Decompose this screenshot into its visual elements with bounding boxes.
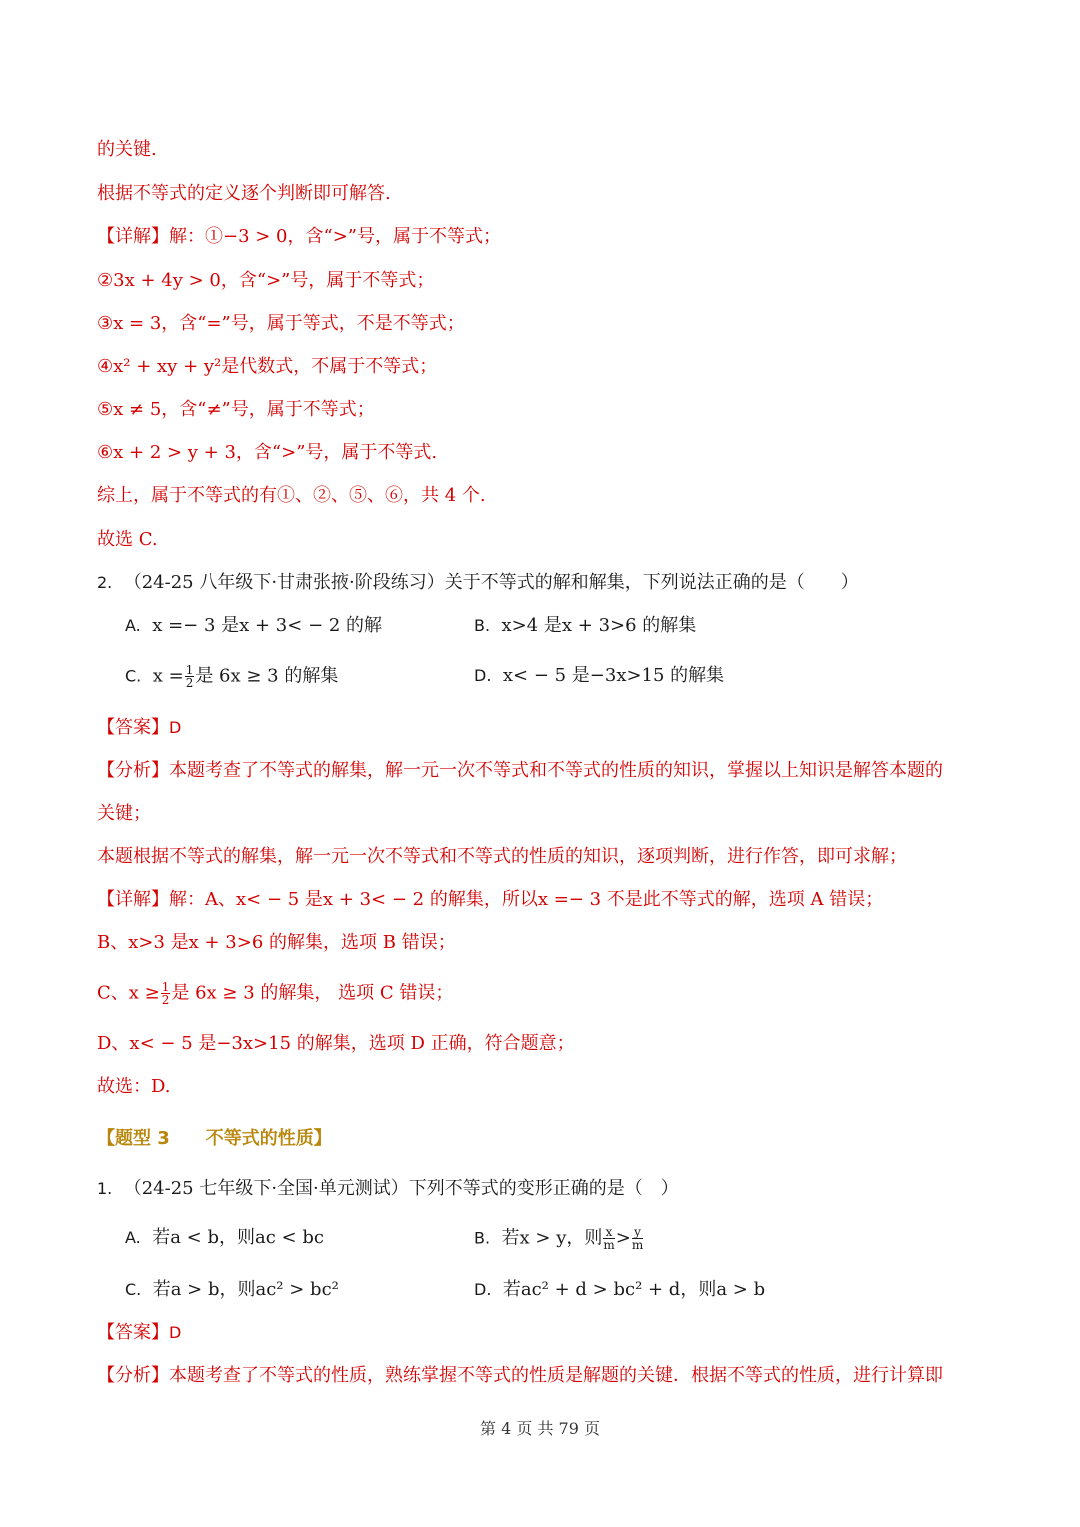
answer-line: 【答案】D bbox=[97, 717, 182, 738]
option-d: D. x< − 5 是−3x>15 的解集 bbox=[474, 665, 725, 686]
fraction: $\frac{y}{m}$ bbox=[631, 1225, 644, 1252]
detail-text: 解：①−3 > 0，含“>”号，属于不等式； bbox=[169, 226, 501, 247]
text-line: 综上，属于不等式的有①、②、⑤、⑥，共 4 个. bbox=[97, 485, 486, 506]
option-c: C. x = $\frac{1}{2}$ 是 6x ≥ 3 的解集 bbox=[125, 663, 339, 690]
question-number: 2. bbox=[97, 573, 113, 592]
detail-line bbox=[97, 225, 990, 249]
text-line: ③x = 3，含“=”号，属于等式，不是不等式； bbox=[97, 313, 465, 334]
detail-line: 【详解】解：A、x< − 5 是x + 3< − 2 的解集，所以x =− 3 不是此不等式的解，选项 A 错误； bbox=[97, 889, 884, 910]
option-a: A. x =− 3 是x + 3< − 2 的解 bbox=[125, 615, 383, 636]
option-d: D. 若ac² + d > bc² + d，则a > b bbox=[474, 1279, 766, 1300]
text-line: 根据不等式的定义逐个判断即可解答. bbox=[97, 183, 391, 204]
analysis-line: 【分析】本题考查了不等式的性质，熟练掌握不等式的性质是解题的关键．根据不等式的性质，进行计算即 bbox=[97, 1365, 943, 1386]
text-line: ②3x + 4y > 0，含“>”号，属于不等式； bbox=[97, 270, 435, 291]
text-line: D、x< − 5 是−3x>15 的解集，选项 D 正确，符合题意； bbox=[97, 1033, 575, 1054]
text-line: ⑤x ≠ 5，含“≠”号，属于不等式； bbox=[97, 399, 375, 420]
fraction: $\frac{1}{2}$ bbox=[185, 663, 194, 690]
option-c: C. 若a > b，则ac² > bc² bbox=[125, 1279, 339, 1300]
fraction: $\frac{x}{m}$ bbox=[603, 1225, 615, 1252]
detail-line-fraction: C、x ≥ $\frac{1}{2}$ 是 6x ≥ 3 的解集， 选项 C 错误； bbox=[97, 980, 454, 1007]
analysis-line: 【分析】本题考查了不等式的解集，解一元一次不等式和不等式的性质的知识，掌握以上知识是解答本题的 bbox=[97, 760, 943, 781]
text-line: 关键； bbox=[97, 803, 151, 824]
page-footer: 第 4 页 共 79 页 bbox=[480, 1419, 600, 1438]
answer-line: 【答案】D bbox=[97, 1322, 182, 1343]
section-heading: 【题型 3 不等式的性质】 bbox=[97, 1128, 332, 1149]
question-number: 1. bbox=[97, 1179, 113, 1198]
text-line: 的关键. bbox=[97, 139, 157, 160]
question-text: （24-25 七年级下·全国·单元测试）下列不等式的变形正确的是（ ） bbox=[123, 1178, 679, 1199]
option-b: B. 若x > y，则 $\frac{x}{m}$ > $\frac{y}{m}$ bbox=[474, 1225, 644, 1252]
question-text: （24-25 八年级下·甘肃张掖·阶段练习）关于不等式的解和解集，下列说法正确的是（ ） bbox=[123, 572, 859, 593]
detail-tag: 【详解】 bbox=[97, 226, 169, 247]
question-stem bbox=[97, 571, 990, 595]
option-b: B. x>4 是x + 3>6 的解集 bbox=[474, 615, 697, 636]
text-line: 故选：D. bbox=[97, 1076, 171, 1097]
text-line: 本题根据不等式的解集，解一元一次不等式和不等式的性质的知识，逐项判断，进行作答，即可求解； bbox=[97, 846, 907, 867]
question-stem bbox=[97, 1177, 990, 1201]
fraction: $\frac{1}{2}$ bbox=[161, 980, 170, 1007]
text-line: B、x>3 是x + 3>6 的解集，选项 B 错误； bbox=[97, 932, 456, 953]
text-line: 故选 C. bbox=[97, 529, 158, 550]
option-a: A. 若a < b，则ac < bc bbox=[125, 1227, 324, 1248]
text-line: ④x² + xy + y²是代数式，不属于不等式； bbox=[97, 356, 438, 377]
text-line: ⑥x + 2 > y + 3，含“>”号，属于不等式. bbox=[97, 442, 438, 463]
